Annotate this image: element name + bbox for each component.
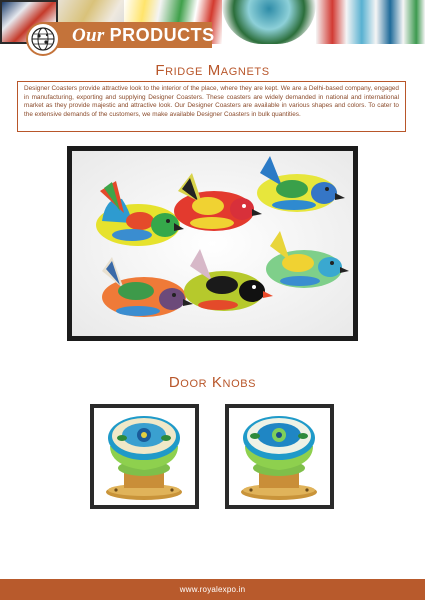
section-title-door-knobs: Door Knobs (168, 374, 257, 391)
banner-title-word-2: PRODUCTS (109, 25, 215, 45)
fridge-magnets-description: Designer Coasters provide attractive look to the interior of the place, where they are kept. We are a Delhi-based company, engaged in manufacturing, exporting and supplying Designer Coasters. These coasters are widely demanded in national and international market as they provide majestic and attractive look. Our Designer Coasters are available in various shapes and colors. To cater to the extensive demands of the customers, we make available Designer Coasters in bulk quantities. (17, 81, 406, 132)
footer-website-link[interactable]: www.royalexpo.in (179, 585, 246, 594)
footer-bar (0, 579, 425, 600)
product-thumbnail-plate (222, 0, 317, 44)
fridge-magnets-photo (67, 146, 358, 341)
banner-title (72, 24, 215, 46)
globe-emblem-icon (26, 22, 60, 56)
header-banner (0, 0, 425, 48)
door-knob-photo-1 (90, 404, 199, 509)
section-title-fridge-magnets: Fridge Magnets (155, 62, 270, 79)
product-thumbnail-bottle-stoppers (316, 0, 425, 44)
door-knob-photo-2 (225, 404, 334, 509)
banner-title-word-1: Our (72, 25, 105, 46)
